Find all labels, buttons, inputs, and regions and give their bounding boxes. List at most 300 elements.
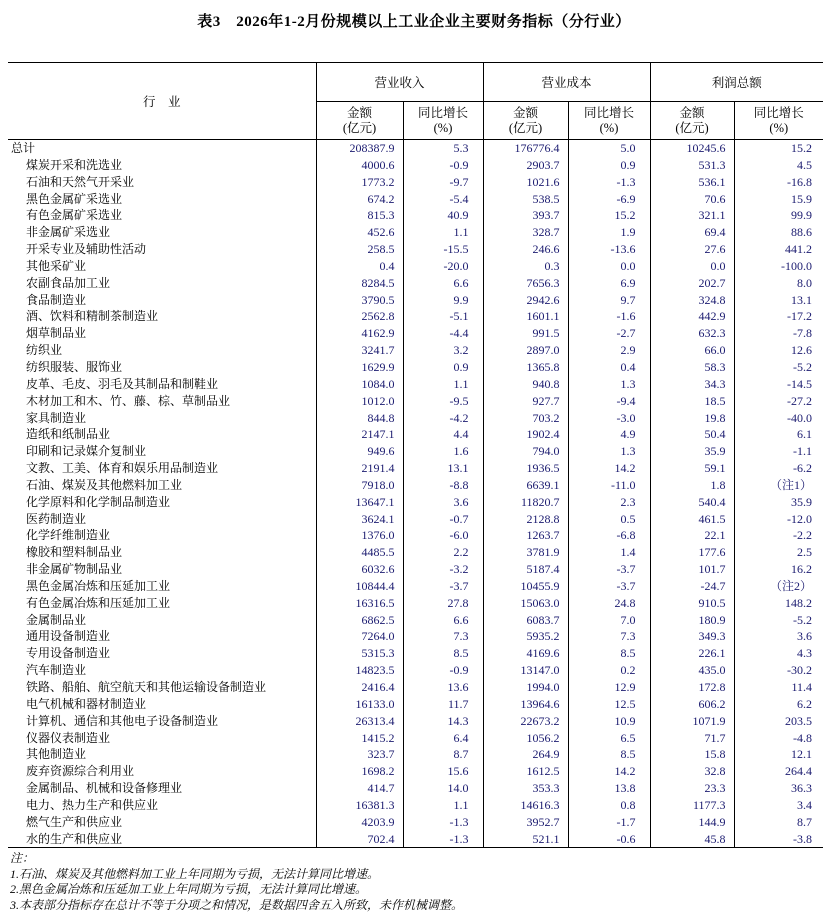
cost-growth: -2.7 bbox=[568, 325, 650, 342]
revenue-amount: 16381.3 bbox=[316, 797, 403, 814]
revenue-amount: 452.6 bbox=[316, 224, 403, 241]
header-growth-unit: (%) bbox=[769, 120, 789, 135]
profit-amount: 321.1 bbox=[650, 207, 734, 224]
revenue-growth: -15.5 bbox=[403, 241, 483, 258]
cost-amount: 1056.2 bbox=[483, 730, 568, 747]
table-row bbox=[8, 780, 823, 797]
header-industry: 行 业 bbox=[8, 63, 316, 140]
profit-growth: 16.2 bbox=[791, 562, 813, 577]
profit-growth: 4.3 bbox=[797, 646, 813, 661]
cost-growth: 2.3 bbox=[568, 494, 650, 511]
industry-name: 石油、煤炭及其他燃料加工业 bbox=[8, 477, 316, 494]
revenue-growth: 13.6 bbox=[403, 679, 483, 696]
industry-name: 金属制品业 bbox=[8, 612, 316, 629]
cost-growth: -13.6 bbox=[568, 241, 650, 258]
profit-growth: 12.1 bbox=[791, 747, 813, 762]
revenue-growth: 3.2 bbox=[403, 342, 483, 359]
cost-growth: 0.0 bbox=[568, 258, 650, 275]
cost-amount: 246.6 bbox=[483, 241, 568, 258]
industry-name: 文教、工美、体育和娱乐用品制造业 bbox=[8, 460, 316, 477]
revenue-amount: 7264.0 bbox=[316, 628, 403, 645]
revenue-amount: 323.7 bbox=[316, 746, 403, 763]
profit-amount: 144.9 bbox=[650, 814, 734, 831]
revenue-amount: 844.8 bbox=[316, 410, 403, 427]
cost-growth: -3.7 bbox=[568, 561, 650, 578]
revenue-amount: 2191.4 bbox=[316, 460, 403, 477]
cost-amount: 538.5 bbox=[483, 191, 568, 208]
revenue-amount: 4000.6 bbox=[316, 157, 403, 174]
revenue-amount: 1084.0 bbox=[316, 376, 403, 393]
table-row bbox=[8, 527, 823, 544]
cost-growth: 6.9 bbox=[568, 275, 650, 292]
table-row bbox=[8, 494, 823, 511]
profit-amount: 177.6 bbox=[650, 544, 734, 561]
profit-growth: -5.2 bbox=[793, 359, 813, 374]
industry-name: 酒、饮料和精制茶制造业 bbox=[8, 308, 316, 325]
cost-amount: 940.8 bbox=[483, 376, 568, 393]
revenue-amount: 815.3 bbox=[316, 207, 403, 224]
header-amount-unit: (亿元) bbox=[675, 120, 709, 135]
profit-growth: 12.6 bbox=[791, 343, 813, 358]
cost-amount: 1365.8 bbox=[483, 359, 568, 376]
revenue-growth: -0.9 bbox=[403, 157, 483, 174]
table-row bbox=[8, 325, 823, 342]
profit-growth: -17.2 bbox=[787, 309, 813, 324]
profit-growth: 99.9 bbox=[791, 208, 813, 223]
cost-amount: 5187.4 bbox=[483, 561, 568, 578]
profit-growth: -3.8 bbox=[793, 831, 813, 846]
industry-name: 废弃资源综合利用业 bbox=[8, 763, 316, 780]
cost-amount: 13147.0 bbox=[483, 662, 568, 679]
profit-growth: -12.0 bbox=[787, 511, 813, 526]
revenue-amount: 0.4 bbox=[316, 258, 403, 275]
header-cost-amount bbox=[483, 102, 568, 140]
revenue-growth: 1.1 bbox=[403, 224, 483, 241]
industry-name: 电气机械和器材制造业 bbox=[8, 696, 316, 713]
revenue-amount: 1376.0 bbox=[316, 527, 403, 544]
page-title: 表3 2026年1-2月份规模以上工业企业主要财务指标（分行业） bbox=[197, 14, 631, 30]
cost-amount: 22673.2 bbox=[483, 713, 568, 730]
industry-name: 化学原料和化学制品制造业 bbox=[8, 494, 316, 511]
cost-growth: 12.9 bbox=[568, 679, 650, 696]
profit-amount: 58.3 bbox=[650, 359, 734, 376]
cost-amount: 2903.7 bbox=[483, 157, 568, 174]
header-amount-unit: (亿元) bbox=[508, 120, 543, 135]
revenue-amount: 26313.4 bbox=[316, 713, 403, 730]
table-row bbox=[8, 831, 823, 848]
industry-name: 非金属矿采选业 bbox=[8, 224, 316, 241]
profit-amount: 66.0 bbox=[650, 342, 734, 359]
cost-amount: 353.3 bbox=[483, 780, 568, 797]
revenue-amount: 6862.5 bbox=[316, 612, 403, 629]
revenue-amount: 702.4 bbox=[316, 831, 403, 848]
profit-amount: 19.8 bbox=[650, 410, 734, 427]
revenue-growth: -1.3 bbox=[403, 831, 483, 848]
note-item: 3.本表部分指标存在总计不等于分项之和情况，是数据四舍五入所致，未作机械调整。 bbox=[10, 897, 464, 912]
profit-amount: 22.1 bbox=[650, 527, 734, 544]
table-row bbox=[8, 393, 823, 410]
revenue-amount: 414.7 bbox=[316, 780, 403, 797]
profit-amount: 202.7 bbox=[650, 275, 734, 292]
revenue-amount: 16133.0 bbox=[316, 696, 403, 713]
table-row bbox=[8, 157, 823, 174]
header-amount-label: 金额 bbox=[679, 105, 705, 120]
revenue-amount: 6032.6 bbox=[316, 561, 403, 578]
revenue-amount: 13647.1 bbox=[316, 494, 403, 511]
profit-amount: 101.7 bbox=[650, 561, 734, 578]
profit-growth: 3.6 bbox=[797, 629, 813, 644]
header-profit-growth bbox=[734, 102, 823, 140]
profit-growth: 8.7 bbox=[797, 814, 813, 829]
cost-amount: 3781.9 bbox=[483, 544, 568, 561]
profit-growth: -6.2 bbox=[793, 461, 813, 476]
profit-growth: -16.8 bbox=[787, 174, 813, 189]
profit-amount: 1177.3 bbox=[650, 797, 734, 814]
revenue-amount: 2562.8 bbox=[316, 308, 403, 325]
industry-name: 专用设备制造业 bbox=[8, 645, 316, 662]
table-row bbox=[8, 308, 823, 325]
table-row bbox=[8, 241, 823, 258]
profit-amount: 180.9 bbox=[650, 612, 734, 629]
profit-amount: 536.1 bbox=[650, 174, 734, 191]
industry-name: 汽车制造业 bbox=[8, 662, 316, 679]
profit-growth: 6.1 bbox=[797, 427, 813, 442]
table-row bbox=[8, 342, 823, 359]
profit-growth: -100.0 bbox=[781, 258, 813, 273]
revenue-growth: -0.9 bbox=[403, 662, 483, 679]
revenue-growth: -20.0 bbox=[403, 258, 483, 275]
revenue-growth: 15.6 bbox=[403, 763, 483, 780]
cost-growth: 0.8 bbox=[568, 797, 650, 814]
cost-growth: 0.4 bbox=[568, 359, 650, 376]
cost-amount: 15063.0 bbox=[483, 595, 568, 612]
industry-name: 有色金属冶炼和压延加工业 bbox=[8, 595, 316, 612]
revenue-amount: 1415.2 bbox=[316, 730, 403, 747]
header-growth-label: 同比增长 bbox=[753, 105, 804, 120]
table-body bbox=[8, 140, 823, 848]
revenue-amount: 2416.4 bbox=[316, 679, 403, 696]
profit-amount: 10245.6 bbox=[650, 140, 734, 157]
profit-amount: 226.1 bbox=[650, 645, 734, 662]
revenue-amount: 1629.9 bbox=[316, 359, 403, 376]
revenue-growth: 14.0 bbox=[403, 780, 483, 797]
revenue-growth: 1.1 bbox=[403, 797, 483, 814]
industry-name: 印刷和记录媒介复制业 bbox=[8, 443, 316, 460]
cost-amount: 1021.6 bbox=[483, 174, 568, 191]
revenue-growth: 27.8 bbox=[403, 595, 483, 612]
cost-growth: 7.0 bbox=[568, 612, 650, 629]
industry-name: 计算机、通信和其他电子设备制造业 bbox=[8, 713, 316, 730]
profit-growth: -40.0 bbox=[787, 410, 813, 425]
header-group-row bbox=[8, 63, 823, 102]
table-row bbox=[8, 359, 823, 376]
cost-growth: 9.7 bbox=[568, 292, 650, 309]
cost-amount: 794.0 bbox=[483, 443, 568, 460]
profit-amount: 0.0 bbox=[650, 258, 734, 275]
revenue-growth: 8.7 bbox=[403, 746, 483, 763]
cost-growth: 0.2 bbox=[568, 662, 650, 679]
cost-growth: 14.2 bbox=[568, 460, 650, 477]
revenue-growth: -1.3 bbox=[403, 814, 483, 831]
profit-growth: 36.3 bbox=[791, 781, 813, 796]
revenue-amount: 3790.5 bbox=[316, 292, 403, 309]
profit-amount: 324.8 bbox=[650, 292, 734, 309]
profit-growth: 11.4 bbox=[791, 680, 813, 694]
revenue-growth: 11.7 bbox=[403, 696, 483, 713]
industry-name: 开采专业及辅助性活动 bbox=[8, 241, 316, 258]
profit-amount: 349.3 bbox=[650, 628, 734, 645]
profit-growth: -7.8 bbox=[793, 326, 813, 341]
cost-amount: 4169.6 bbox=[483, 645, 568, 662]
revenue-growth: 5.3 bbox=[403, 140, 483, 157]
industry-name: 橡胶和塑料制品业 bbox=[8, 544, 316, 561]
industry-name: 其他采矿业 bbox=[8, 258, 316, 275]
header-cost-growth bbox=[568, 102, 650, 140]
industry-name: 电力、热力生产和供应业 bbox=[8, 797, 316, 814]
revenue-amount: 4162.9 bbox=[316, 325, 403, 342]
cost-growth: 12.5 bbox=[568, 696, 650, 713]
cost-amount: 328.7 bbox=[483, 224, 568, 241]
cost-amount: 2128.8 bbox=[483, 511, 568, 528]
header-amount-label: 金额 bbox=[513, 105, 539, 120]
cost-amount: 1263.7 bbox=[483, 527, 568, 544]
profit-amount: 442.9 bbox=[650, 308, 734, 325]
table-row bbox=[8, 140, 823, 157]
profit-growth: 441.2 bbox=[785, 242, 813, 257]
revenue-growth: 4.4 bbox=[403, 426, 483, 443]
profit-amount: 1.8 bbox=[650, 477, 734, 494]
revenue-growth: 1.1 bbox=[403, 376, 483, 393]
table-row bbox=[8, 275, 823, 292]
cost-amount: 1902.4 bbox=[483, 426, 568, 443]
revenue-growth: 2.2 bbox=[403, 544, 483, 561]
cost-growth: 5.0 bbox=[568, 140, 650, 157]
header-group-revenue: 营业收入 bbox=[316, 63, 483, 102]
cost-amount: 7656.3 bbox=[483, 275, 568, 292]
industry-name: 造纸和纸制品业 bbox=[8, 426, 316, 443]
table-row bbox=[8, 224, 823, 241]
revenue-growth: -3.7 bbox=[403, 578, 483, 595]
profit-growth: -4.8 bbox=[793, 730, 813, 745]
revenue-amount: 949.6 bbox=[316, 443, 403, 460]
revenue-amount: 4485.5 bbox=[316, 544, 403, 561]
revenue-growth: 9.9 bbox=[403, 292, 483, 309]
revenue-growth: -3.2 bbox=[403, 561, 483, 578]
cost-growth: -0.6 bbox=[568, 831, 650, 848]
revenue-amount: 3241.7 bbox=[316, 342, 403, 359]
cost-amount: 1612.5 bbox=[483, 763, 568, 780]
cost-growth: 1.3 bbox=[568, 376, 650, 393]
profit-amount: 435.0 bbox=[650, 662, 734, 679]
table-row bbox=[8, 730, 823, 747]
profit-amount: 910.5 bbox=[650, 595, 734, 612]
profit-growth: -2.2 bbox=[793, 528, 813, 543]
profit-growth: 148.2 bbox=[785, 595, 813, 610]
header-revenue-amount bbox=[316, 102, 403, 140]
table-row bbox=[8, 191, 823, 208]
table-row bbox=[8, 207, 823, 224]
industry-name: 木材加工和木、竹、藤、棕、草制品业 bbox=[8, 393, 316, 410]
revenue-amount: 10844.4 bbox=[316, 578, 403, 595]
cost-growth: 8.5 bbox=[568, 645, 650, 662]
industry-name: 医药制造业 bbox=[8, 511, 316, 528]
cost-growth: 1.3 bbox=[568, 443, 650, 460]
industry-name: 食品制造业 bbox=[8, 292, 316, 309]
industry-name: 铁路、船舶、航空航天和其他运输设备制造业 bbox=[8, 679, 316, 696]
cost-growth: -3.0 bbox=[568, 410, 650, 427]
profit-amount: 540.4 bbox=[650, 494, 734, 511]
financial-indicators-table bbox=[8, 62, 823, 848]
cost-growth: -1.3 bbox=[568, 174, 650, 191]
table-row bbox=[8, 477, 823, 494]
revenue-growth: 8.5 bbox=[403, 645, 483, 662]
cost-amount: 703.2 bbox=[483, 410, 568, 427]
revenue-growth: -5.4 bbox=[403, 191, 483, 208]
industry-name: 家具制造业 bbox=[8, 410, 316, 427]
cost-growth: -6.8 bbox=[568, 527, 650, 544]
revenue-amount: 16316.5 bbox=[316, 595, 403, 612]
revenue-amount: 1012.0 bbox=[316, 393, 403, 410]
header-group-profit: 利润总额 bbox=[650, 63, 823, 102]
table-row bbox=[8, 696, 823, 713]
industry-name: 石油和天然气开采业 bbox=[8, 174, 316, 191]
cost-amount: 10455.9 bbox=[483, 578, 568, 595]
industry-name: 煤炭开采和洗选业 bbox=[8, 157, 316, 174]
cost-growth: 14.2 bbox=[568, 763, 650, 780]
header-growth-unit: (%) bbox=[433, 120, 453, 135]
profit-growth: 13.1 bbox=[791, 292, 813, 307]
revenue-amount: 1773.2 bbox=[316, 174, 403, 191]
industry-name: 皮革、毛皮、羽毛及其制品和制鞋业 bbox=[8, 376, 316, 393]
industry-name: 黑色金属矿采选业 bbox=[8, 191, 316, 208]
note-item: 1.石油、煤炭及其他燃料加工业上年同期为亏损，无法计算同比增速。 bbox=[10, 866, 380, 881]
cost-amount: 5935.2 bbox=[483, 628, 568, 645]
revenue-growth: 6.6 bbox=[403, 612, 483, 629]
table-row bbox=[8, 544, 823, 561]
profit-growth: 15.2 bbox=[791, 141, 813, 155]
cost-growth: 0.5 bbox=[568, 511, 650, 528]
profit-growth: -30.2 bbox=[787, 663, 813, 678]
cost-growth: 24.8 bbox=[568, 595, 650, 612]
profit-amount: 172.8 bbox=[650, 679, 734, 696]
table-row bbox=[8, 426, 823, 443]
notes-label: 注： bbox=[10, 851, 35, 866]
table-row bbox=[8, 628, 823, 645]
revenue-amount: 14823.5 bbox=[316, 662, 403, 679]
table-row bbox=[8, 746, 823, 763]
revenue-growth: 0.9 bbox=[403, 359, 483, 376]
header-growth-label: 同比增长 bbox=[418, 105, 469, 120]
revenue-amount: 208387.9 bbox=[316, 140, 403, 157]
revenue-amount: 674.2 bbox=[316, 191, 403, 208]
cost-growth: 1.9 bbox=[568, 224, 650, 241]
cost-amount: 0.3 bbox=[483, 258, 568, 275]
revenue-growth: 13.1 bbox=[403, 460, 483, 477]
cost-amount: 3952.7 bbox=[483, 814, 568, 831]
profit-amount: 15.8 bbox=[650, 746, 734, 763]
industry-name: 化学纤维制造业 bbox=[8, 527, 316, 544]
cost-amount: 991.5 bbox=[483, 325, 568, 342]
cost-growth: 7.3 bbox=[568, 628, 650, 645]
table-row bbox=[8, 460, 823, 477]
table-row bbox=[8, 376, 823, 393]
industry-name: 黑色金属冶炼和压延加工业 bbox=[8, 578, 316, 595]
header-amount-label: 金额 bbox=[346, 105, 372, 120]
industry-name: 纺织服装、服饰业 bbox=[8, 359, 316, 376]
profit-amount: 35.9 bbox=[650, 443, 734, 460]
profit-amount: 45.8 bbox=[650, 831, 734, 848]
revenue-growth: 14.3 bbox=[403, 713, 483, 730]
revenue-amount: 5315.3 bbox=[316, 645, 403, 662]
profit-growth: -5.2 bbox=[793, 612, 813, 627]
industry-name: 非金属矿物制品业 bbox=[8, 561, 316, 578]
revenue-growth: 6.4 bbox=[403, 730, 483, 747]
profit-amount: 23.3 bbox=[650, 780, 734, 797]
revenue-amount: 258.5 bbox=[316, 241, 403, 258]
revenue-amount: 7918.0 bbox=[316, 477, 403, 494]
industry-name: 仪器仪表制造业 bbox=[8, 730, 316, 747]
profit-growth: -1.1 bbox=[793, 444, 813, 459]
cost-amount: 176776.4 bbox=[483, 140, 568, 157]
cost-amount: 1994.0 bbox=[483, 679, 568, 696]
revenue-growth: 3.6 bbox=[403, 494, 483, 511]
cost-growth: -3.7 bbox=[568, 578, 650, 595]
revenue-growth: 1.6 bbox=[403, 443, 483, 460]
cost-amount: 2942.6 bbox=[483, 292, 568, 309]
profit-growth: 264.4 bbox=[785, 764, 813, 779]
profit-amount: 606.2 bbox=[650, 696, 734, 713]
revenue-amount: 3624.1 bbox=[316, 511, 403, 528]
table-row bbox=[8, 612, 823, 629]
note-item: 2.黑色金属冶炼和压延加工业上年同期为亏损，无法计算同比增速。 bbox=[10, 882, 368, 897]
cost-amount: 11820.7 bbox=[483, 494, 568, 511]
cost-amount: 2897.0 bbox=[483, 342, 568, 359]
profit-growth: 35.9 bbox=[791, 494, 813, 509]
profit-amount: 32.8 bbox=[650, 763, 734, 780]
revenue-amount: 2147.1 bbox=[316, 426, 403, 443]
table-row bbox=[8, 645, 823, 662]
footnotes bbox=[10, 851, 828, 913]
table-row bbox=[8, 578, 823, 595]
revenue-growth: -4.2 bbox=[403, 410, 483, 427]
profit-amount: 34.3 bbox=[650, 376, 734, 393]
revenue-growth: -0.7 bbox=[403, 511, 483, 528]
profit-growth: 2.5 bbox=[797, 545, 813, 560]
cost-growth: 13.8 bbox=[568, 780, 650, 797]
header-profit-amount bbox=[650, 102, 734, 140]
table-row bbox=[8, 763, 823, 780]
header-group-cost: 营业成本 bbox=[483, 63, 650, 102]
industry-name: 通用设备制造业 bbox=[8, 628, 316, 645]
industry-name: 其他制造业 bbox=[8, 746, 316, 763]
profit-amount: 461.5 bbox=[650, 511, 734, 528]
table-row bbox=[8, 292, 823, 309]
table-row bbox=[8, 797, 823, 814]
table-row bbox=[8, 443, 823, 460]
header-growth-label: 同比增长 bbox=[584, 105, 635, 120]
profit-growth: 3.4 bbox=[797, 797, 813, 812]
table-row bbox=[8, 662, 823, 679]
revenue-growth: 7.3 bbox=[403, 628, 483, 645]
cost-growth: 15.2 bbox=[568, 207, 650, 224]
revenue-growth: -9.7 bbox=[403, 174, 483, 191]
table-row bbox=[8, 410, 823, 427]
industry-name: 有色金属矿采选业 bbox=[8, 207, 316, 224]
profit-amount: 27.6 bbox=[650, 241, 734, 258]
industry-name: 总计 bbox=[8, 140, 316, 157]
table-row bbox=[8, 174, 823, 191]
profit-growth: 4.5 bbox=[797, 157, 813, 172]
